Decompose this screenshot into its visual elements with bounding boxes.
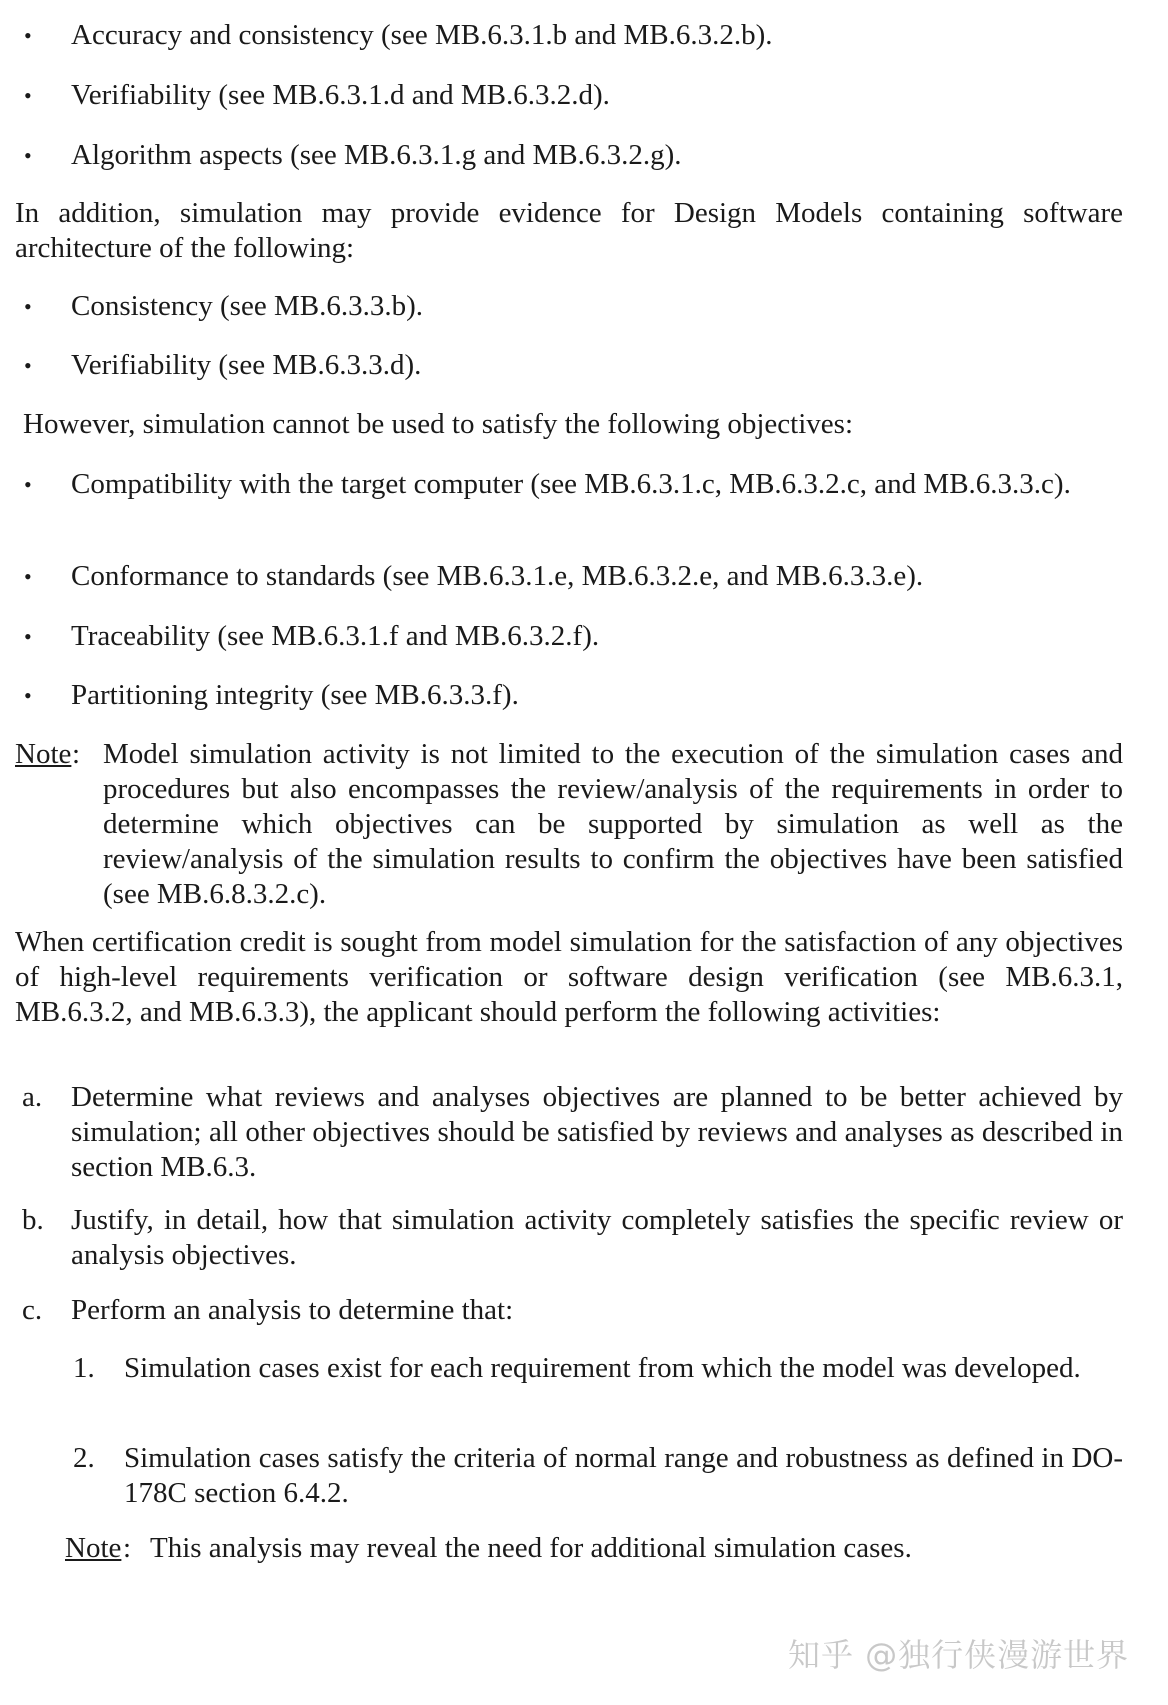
watermark: 知乎 @独行侠漫游世界 (788, 1636, 1130, 1674)
bullet-text: Compatibility with the target computer (see MB.6.3.1.c, MB.6.3.2.c, and MB.6.3.3.c). (71, 468, 1071, 500)
bullet-text: Verifiability (see MB.6.3.1.d and MB.6.3.2.d). (71, 79, 610, 111)
note-colon: : (123, 1532, 132, 1564)
activity-letter: b. (22, 1204, 44, 1236)
note-label: Note (15, 738, 72, 770)
paragraph-however: However, simulation cannot be used to satisfy the following objectives: (23, 408, 853, 440)
note-text: This analysis may reveal the need for additional simulation cases. (150, 1532, 912, 1564)
note-label: Note (65, 1532, 122, 1564)
bullet-text: Conformance to standards (see MB.6.3.1.e, MB.6.3.2.e, and MB.6.3.3.e). (71, 560, 924, 592)
bullet-dot: • (24, 143, 32, 168)
activity-text: Perform an analysis to determine that: (71, 1294, 514, 1326)
activity-letter: a. (22, 1081, 43, 1113)
bullet-dot: • (24, 472, 32, 497)
paragraph-when: When certification credit is sought from model simulation for the satisfaction of any objectives of high-level requirements verification or software design verification (see MB.6.3.1, MB.6.3.2, and MB.6.3.3), the applicant should perform the following activities: (15, 926, 1123, 1028)
bullet-text: Consistency (see MB.6.3.3.b). (71, 290, 423, 322)
bullet-dot: • (24, 23, 32, 48)
bullet-dot: • (24, 624, 32, 649)
bullet-text: Algorithm aspects (see MB.6.3.1.g and MB.6.3.2.g). (71, 139, 682, 171)
bullet-text: Accuracy and consistency (see MB.6.3.1.b and MB.6.3.2.b). (71, 19, 773, 51)
bullet-dot: • (24, 353, 32, 378)
note-text: Model simulation activity is not limited to the execution of the simulation cases and procedures but also encompasses the review/analysis of the requirements in order to determine which objectives can be supported by simulation as well as the review/analysis of the simulation results to confirm the objectives have been satisfied (see MB.6.8.3.2.c). (103, 738, 1123, 910)
note-colon: : (72, 738, 81, 770)
bullet-dot: • (24, 683, 32, 708)
sub-item-text: Simulation cases satisfy the criteria of normal range and robustness as defined in DO-178C section 6.4.2. (124, 1442, 1123, 1509)
bullet-text: Partitioning integrity (see MB.6.3.3.f). (71, 679, 519, 711)
bullet-dot: • (24, 83, 32, 108)
bullet-dot: • (24, 294, 32, 319)
bullet-dot: • (24, 564, 32, 589)
activity-letter: c. (22, 1294, 43, 1326)
paragraph-addition: In addition, simulation may provide evidence for Design Models containing software architecture of the following: (15, 197, 1123, 264)
sub-item-text: Simulation cases exist for each requirement from which the model was developed. (124, 1352, 1081, 1384)
sub-item-number: 2. (73, 1442, 95, 1474)
activity-text: Determine what reviews and analyses objectives are planned to be better achieved by simulation; all other objectives should be satisfied by reviews and analyses as described in section MB.6.3. (71, 1081, 1123, 1183)
bullet-text: Verifiability (see MB.6.3.3.d). (71, 349, 422, 381)
sub-item-number: 1. (73, 1352, 95, 1384)
bullet-text: Traceability (see MB.6.3.1.f and MB.6.3.2.f). (71, 620, 600, 652)
activity-text: Justify, in detail, how that simulation activity completely satisfies the specific review or analysis objectives. (71, 1204, 1123, 1271)
